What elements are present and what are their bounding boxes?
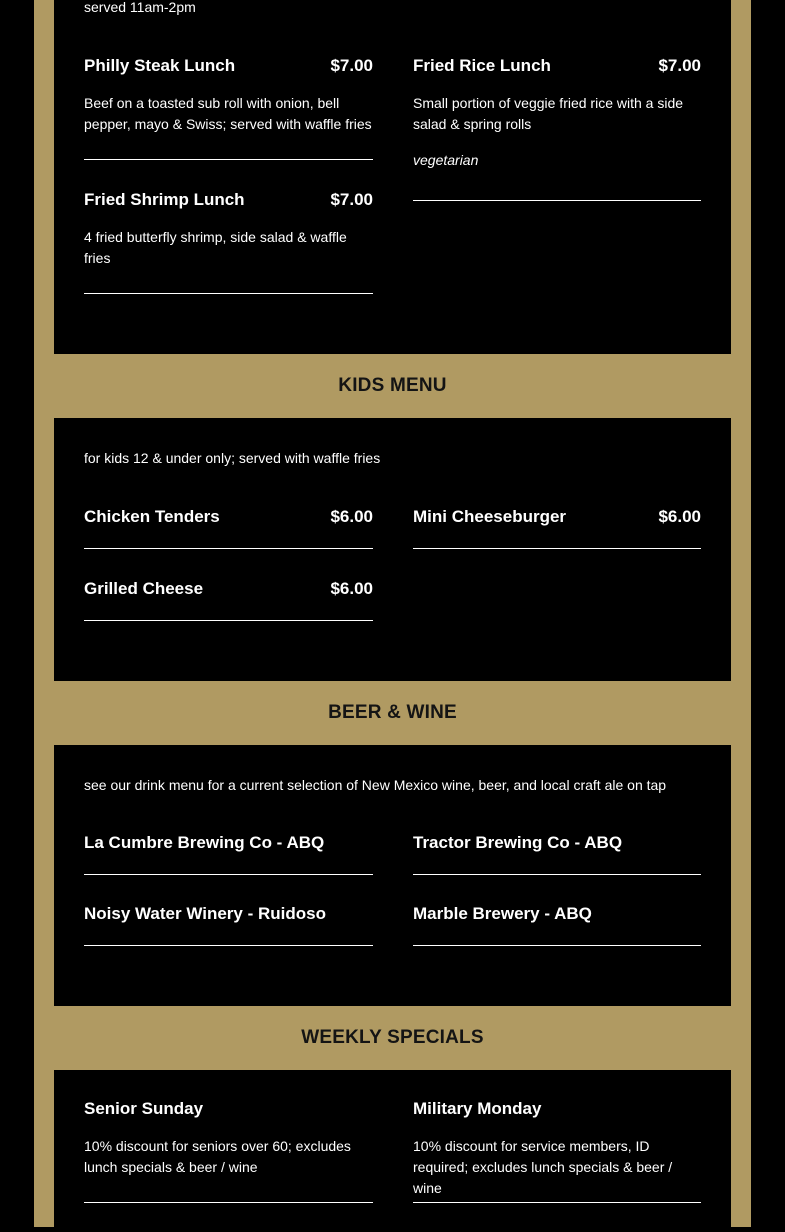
item-price: $7.00: [330, 56, 373, 75]
item-price: $7.00: [330, 190, 373, 209]
item-description: Beef on a toasted sub roll with onion, bell pepper, mayo & Swiss; served with waffle fries: [84, 95, 372, 132]
lunch-note: served 11am-2pm: [84, 0, 196, 15]
item-description: 10% discount for service members, ID required; excludes lunch specials & beer / wine: [413, 1138, 673, 1196]
item-price: $6.00: [330, 579, 373, 598]
bottom-strip: [0, 1227, 785, 1232]
menu-item: [84, 833, 373, 875]
kids-note: for kids 12 & under only; served with waffle fries: [84, 450, 381, 466]
item-tag: vegetarian: [413, 152, 479, 168]
item-name: Tractor Brewing Co - ABQ: [413, 833, 623, 852]
item-price: $6.00: [330, 507, 373, 526]
menu-item: [84, 507, 373, 549]
menu-item: [413, 833, 701, 875]
menu-item: [84, 190, 373, 294]
item-name: Chicken Tenders: [84, 507, 220, 526]
item-description: 4 fried butterfly shrimp, side salad & waffle fries: [84, 229, 347, 266]
menu-item: [84, 579, 373, 621]
item-price: $7.00: [658, 56, 701, 75]
menu-item: [84, 1099, 373, 1203]
menu-item: [413, 1099, 701, 1203]
item-description: Small portion of veggie fried rice with a side salad & spring rolls: [413, 95, 684, 132]
menu-item: [413, 56, 701, 201]
item-description: 10% discount for seniors over 60; excludes lunch specials & beer / wine: [84, 1138, 351, 1175]
item-name: Fried Rice Lunch: [413, 56, 551, 75]
item-name: Noisy Water Winery - Ruidoso: [84, 904, 326, 923]
menu-item: [84, 56, 373, 160]
section-header-kids: KIDS MENU: [338, 375, 447, 396]
item-name: Philly Steak Lunch: [84, 56, 236, 75]
item-name: Senior Sunday: [84, 1099, 204, 1118]
menu-item: [413, 904, 701, 946]
item-name: Grilled Cheese: [84, 579, 204, 598]
item-name: Mini Cheeseburger: [413, 507, 567, 526]
item-price: $6.00: [658, 507, 701, 526]
menu-item: [413, 507, 701, 549]
item-name: Military Monday: [413, 1099, 542, 1118]
item-name: Marble Brewery - ABQ: [413, 904, 592, 923]
item-name: Fried Shrimp Lunch: [84, 190, 245, 209]
section-header-specials: WEEKLY SPECIALS: [301, 1027, 484, 1048]
beer-note: see our drink menu for a current selection of New Mexico wine, beer, and local craft ale on tap: [84, 777, 667, 793]
item-name: La Cumbre Brewing Co - ABQ: [84, 833, 325, 852]
section-header-beer: BEER & WINE: [328, 702, 457, 723]
menu-item: [84, 904, 373, 946]
